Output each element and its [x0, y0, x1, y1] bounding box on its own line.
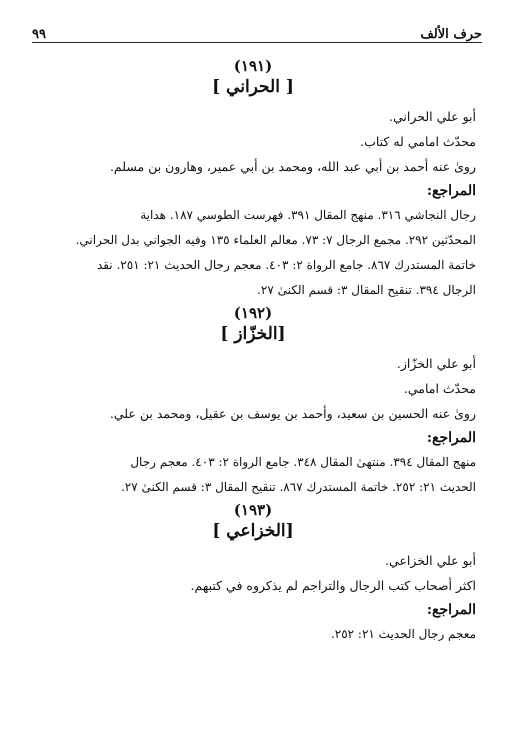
- entry-line: محدّث امامي له كتاب.: [360, 134, 476, 149]
- entry-line: أبو علي الحراني.: [389, 109, 476, 124]
- entry-line: رویٰ عنه الحسين بن سعيد، وأحمد بن يوسف بن عقيل، ومحمد بن علي.: [109, 406, 476, 421]
- page-content: [30, 56, 476, 647]
- entry-line: أبو علي الخزاعي.: [385, 553, 476, 568]
- reference-line: الحديث ٢١: ٢٥٢. خاتمة المستدرك ٨٦٧. تنقيح المقال ٣: قسم الكنىٰ ٢٧.: [120, 480, 476, 494]
- entry-name: [الخزاعي ]: [212, 521, 294, 541]
- page-number: ۹۹: [32, 27, 46, 42]
- running-title: حرف الألف: [420, 27, 482, 42]
- reference-line: منهج المقال ٣٩٤. منتهیٰ المقال ٣٤٨. جامع الرواة ٢: ٤٠٣. معجم رجال: [130, 455, 476, 469]
- reference-line: رجال النجاشي ٣١٦. منهج المقال ٣٩١. فهرست الطوسي ١٨٧. هداية: [140, 208, 476, 222]
- entry-line: رویٰ عنه أحمد بن أبي عبد الله، ومحمد بن أبي عمير، وهارون بن مسلم.: [109, 159, 476, 174]
- entry-191: [30, 56, 476, 303]
- reference-line: الرجال ٣٩٤. تنقيح المقال ٣: قسم الكنىٰ ٢٧.: [257, 283, 476, 297]
- entry-line: اكثر أصحاب كتب الرجال والتراجم لم يذكروه في كتبهم.: [190, 578, 476, 593]
- entry-192: [30, 303, 476, 500]
- entry-number: (١٩٣): [233, 501, 273, 519]
- reference-line: معجم رجال الحديث ٢١: ٢٥٢.: [330, 627, 476, 641]
- entry-name: [الخزّاز ]: [220, 324, 286, 344]
- references-heading: المراجع:: [426, 602, 476, 618]
- references-heading: المراجع:: [426, 430, 476, 446]
- reference-line: خاتمة المستدرك ٨٦٧. جامع الرواة ٢: ٤٠٣. معجم رجال الحديث ٢١: ٢٥١. نقد: [96, 258, 476, 272]
- entry-193: [30, 500, 476, 647]
- references-heading: المراجع:: [426, 183, 476, 199]
- entry-name: [ الحراني ]: [212, 77, 294, 97]
- reference-line: المحدّثين ٢٩٢. مجمع الرجال ٧: ٧٣. معالم العلماء ١٣٥ وفيه الجواني بدل الحراني.: [75, 233, 476, 247]
- entry-line: أبو علي الخزّاز.: [396, 356, 476, 371]
- page-header: [32, 18, 482, 43]
- entry-number: (١٩١): [233, 57, 273, 75]
- entry-number: (١٩٢): [233, 304, 273, 322]
- entry-line: محدّث امامي.: [403, 381, 476, 396]
